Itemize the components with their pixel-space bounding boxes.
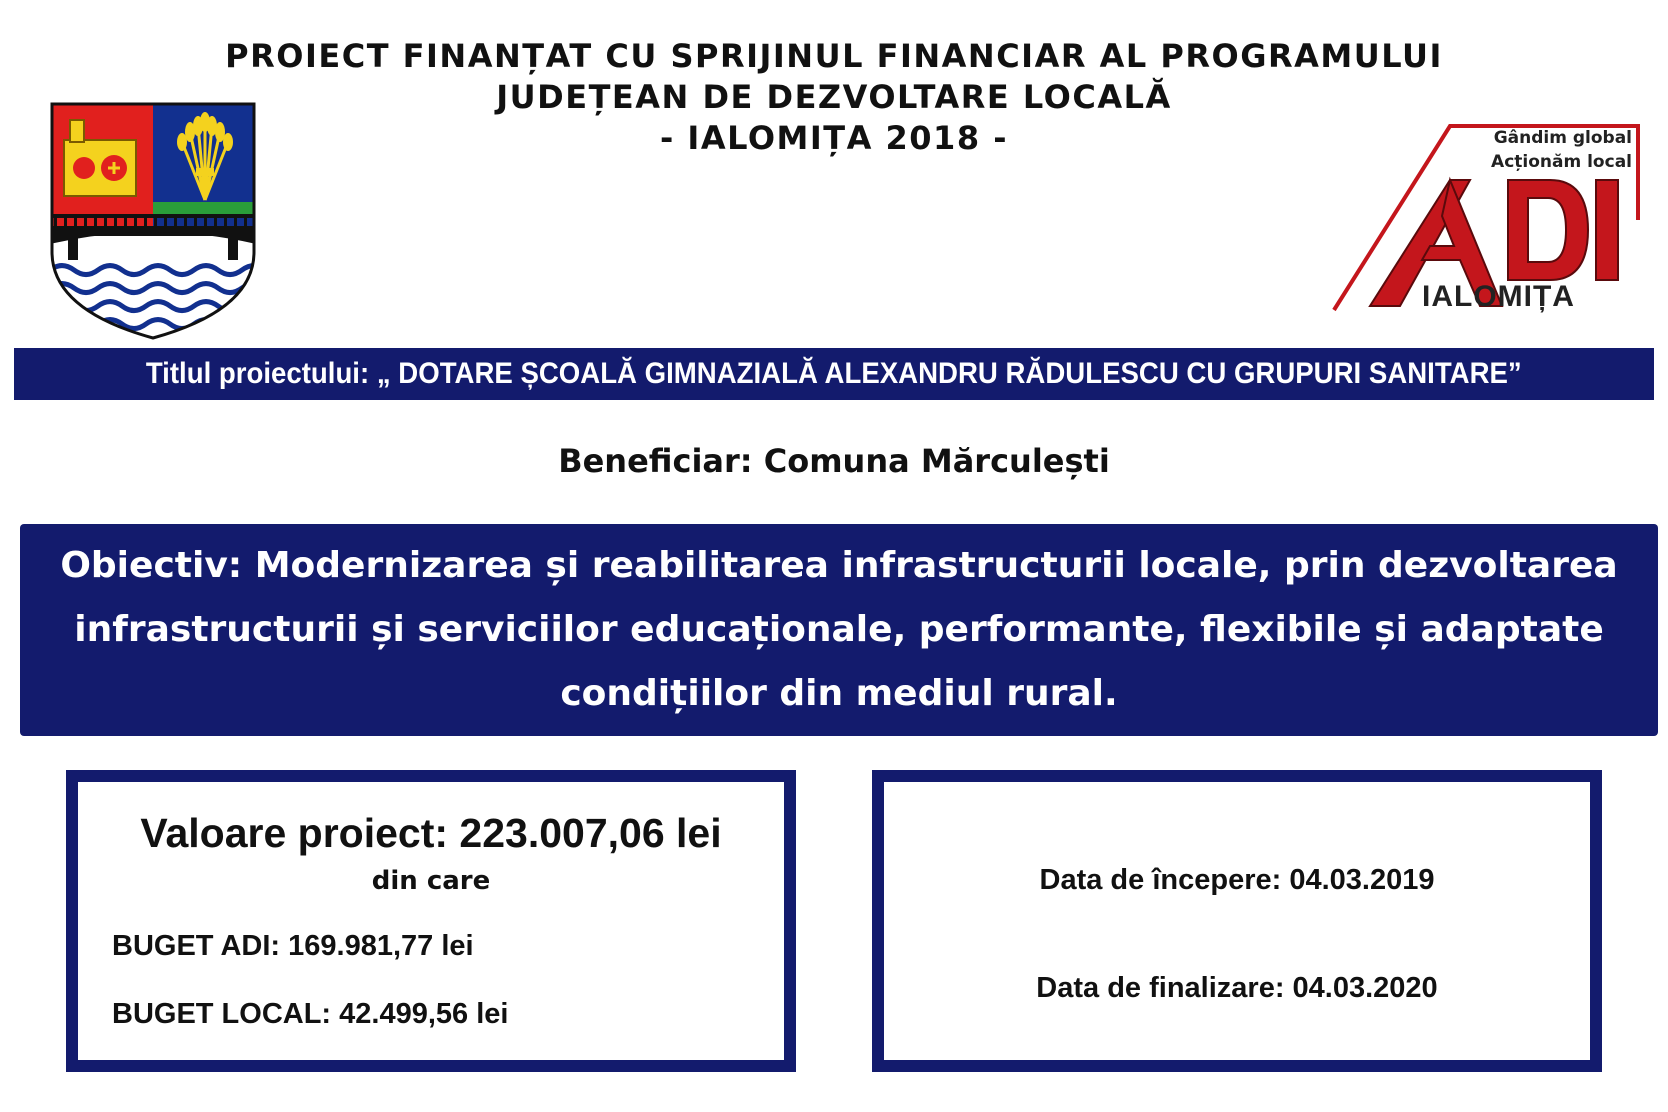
- local-budget: BUGET LOCAL: 42.499,56 lei: [112, 998, 509, 1030]
- of-which-label: din care: [371, 866, 491, 896]
- adi-budget: BUGET ADI: 169.981,77 lei: [112, 930, 474, 962]
- start-date: Data de începere: 04.03.2019: [1039, 864, 1435, 896]
- objective-line-2: infrastructurii și serviciilor educaționale, performante, flexibile și adaptate: [74, 609, 1604, 650]
- objective-line-1: Obiectiv: Modernizarea și reabilitarea infrastructurii locale, prin dezvoltarea: [60, 545, 1618, 586]
- objective-text: [29, 534, 1649, 726]
- header-line-2: JUDEȚEAN DE DEZVOLTARE LOCALĂ: [496, 78, 1172, 116]
- objective-line-3: condițiilor din mediul rural.: [560, 673, 1118, 714]
- project-value: Valoare proiect: 223.007,06 lei: [140, 810, 722, 856]
- objective-panel: [20, 524, 1658, 736]
- adi-region-text: IALOMIȚA: [1422, 280, 1575, 313]
- beneficiary-label: Beneficiar: Comuna Mărculești: [558, 442, 1110, 480]
- project-title: Titlul proiectului: „ DOTARE ȘCOALĂ GIMNAZIALĂ ALEXANDRU RĂDULESCU CU GRUPURI SANITARE”: [146, 357, 1522, 390]
- adi-slogan-line-1: Gândim global: [1493, 128, 1632, 148]
- county-coat-of-arms-icon: [50, 102, 256, 340]
- end-date: Data de finalizare: 04.03.2020: [1036, 972, 1438, 1004]
- adi-slogan-line-2: Acționăm local: [1491, 152, 1632, 172]
- dates-box: [872, 770, 1602, 1072]
- header-line-1: PROIECT FINANȚAT CU SPRIJINUL FINANCIAR AL PROGRAMULUI: [225, 37, 1443, 75]
- header-line-3: - IALOMIȚA 2018 -: [659, 119, 1008, 157]
- project-title-banner: [14, 348, 1654, 400]
- adi-ialomita-logo: [1330, 120, 1640, 320]
- adi-brand-text: [1508, 212, 1510, 213]
- budget-box: [66, 770, 796, 1072]
